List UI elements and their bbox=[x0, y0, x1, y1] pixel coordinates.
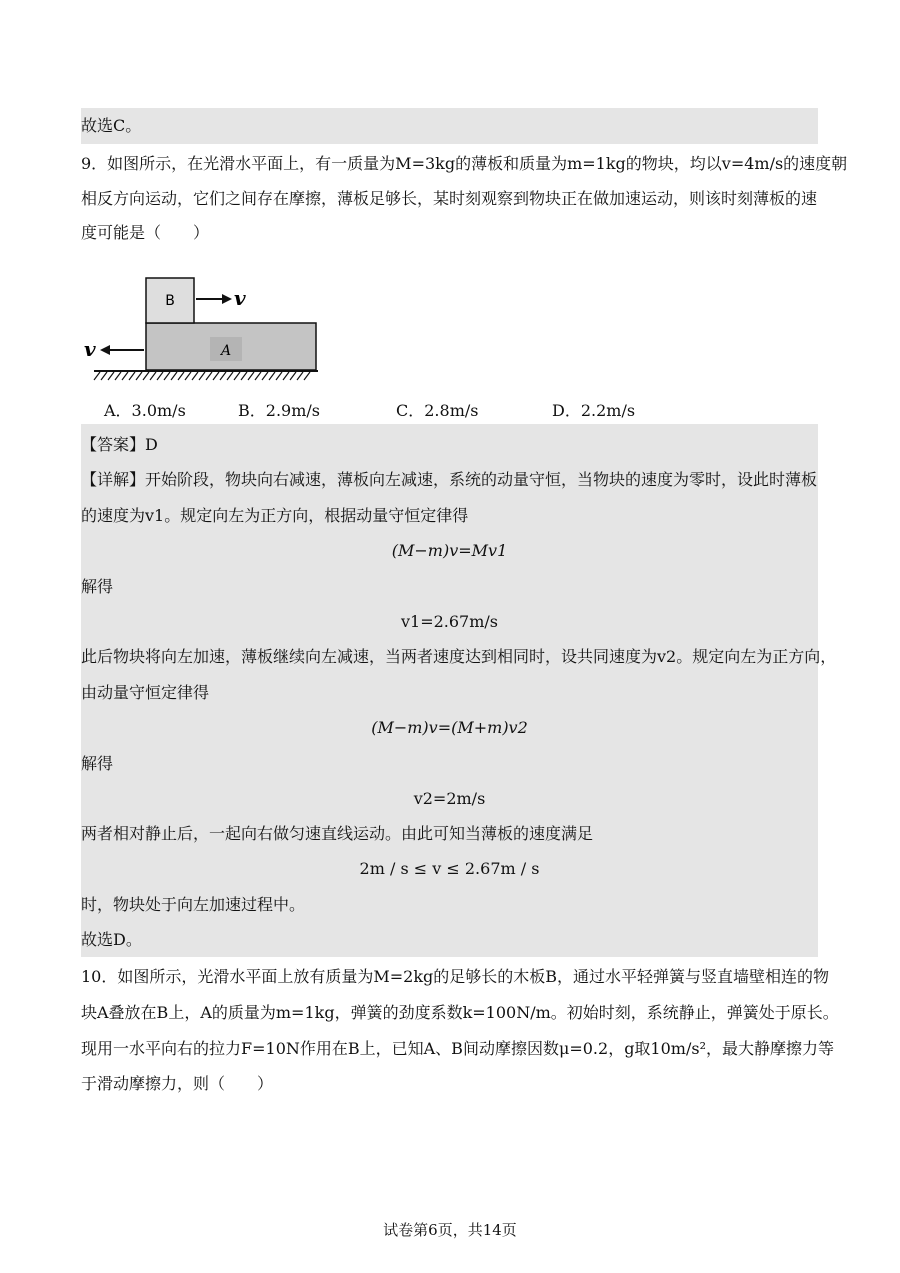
q9-line-1: 9．如图所示，在光滑水平面上，有一质量为M=3kg的薄板和质量为m=1kg的物块，均以v=4m/s的速度朝 bbox=[81, 154, 848, 173]
hatch-mark bbox=[108, 372, 114, 380]
ground-hatch bbox=[94, 372, 310, 380]
conclusion: 故选D。 bbox=[81, 930, 142, 949]
equation-3: (M−m)v=(M+m)v2 bbox=[371, 718, 528, 737]
q9-option-b[interactable]: B．2.9m/s bbox=[238, 401, 320, 420]
detail-line-4: 由动量守恒定律得 bbox=[81, 683, 210, 702]
detail-line-5: 两者相对静止后，一起向右做匀速直线运动。由此可知当薄板的速度满足 bbox=[81, 824, 594, 843]
detail-line-3: 此后物块将向左加速，薄板继续向左减速，当两者速度达到相同时，设共同速度为v2。规定向左为正方向， bbox=[81, 647, 837, 666]
q9-option-c[interactable]: C．2.8m/s bbox=[396, 401, 479, 420]
hatch-mark bbox=[150, 372, 156, 380]
equation-5: 2m / s ≤ v ≤ 2.67m / s bbox=[359, 859, 540, 878]
hatch-mark bbox=[248, 372, 254, 380]
solve-label-1: 解得 bbox=[81, 577, 114, 596]
q10-line-3: 现用一水平向右的拉力F=10N作用在B上，已知A、B间动摩擦因数μ=0.2，g取10m/s²，最大静摩擦力等 bbox=[81, 1039, 834, 1058]
q9-option-d[interactable]: D．2.2m/s bbox=[552, 401, 636, 420]
prev-answer-shade bbox=[81, 108, 818, 144]
hatch-mark bbox=[227, 372, 233, 380]
v-left-label: v bbox=[84, 337, 96, 361]
q9-option-a[interactable]: A．3.0m/s bbox=[104, 401, 186, 420]
hatch-mark bbox=[178, 372, 184, 380]
q10-line-1: 10．如图所示，光滑水平面上放有质量为M=2kg的足够长的木板B，通过水平轻弹簧与竖直墙壁相连的物 bbox=[81, 967, 830, 986]
hatch-mark bbox=[199, 372, 205, 380]
hatch-mark bbox=[297, 372, 303, 380]
hatch-mark bbox=[129, 372, 135, 380]
answer-label: 【答案】D bbox=[81, 435, 158, 454]
q10-line-2: 块A叠放在B上，A的质量为m=1kg，弹簧的劲度系数k=100N/m。初始时刻，系统静止，弹簧处于原长。 bbox=[81, 1003, 839, 1022]
hatch-mark bbox=[171, 372, 177, 380]
hatch-mark bbox=[290, 372, 296, 380]
q10-line-4: 于滑动摩擦力，则（ ） bbox=[81, 1074, 274, 1093]
q9-line-2: 相反方向运动，它们之间存在摩擦，薄板足够长，某时刻观察到物块正在做加速运动，则该时刻薄板的速 bbox=[81, 189, 818, 208]
v-right-label: v bbox=[234, 286, 246, 310]
hatch-mark bbox=[255, 372, 261, 380]
arrow-left-head bbox=[100, 345, 110, 355]
hatch-mark bbox=[304, 372, 310, 380]
hatch-mark bbox=[164, 372, 170, 380]
hatch-mark bbox=[136, 372, 142, 380]
hatch-mark bbox=[213, 372, 219, 380]
detail-line-1: 【详解】开始阶段，物块向右减速，薄板向左减速，系统的动量守恒，当物块的速度为零时，设此时薄板 bbox=[81, 470, 818, 489]
equation-2: v1=2.67m/s bbox=[400, 612, 499, 631]
equation-1: (M−m)v=Mv1 bbox=[391, 541, 508, 560]
q9-line-3: 度可能是（ ） bbox=[81, 223, 210, 242]
q9-figure bbox=[80, 270, 340, 395]
hatch-mark bbox=[206, 372, 212, 380]
hatch-mark bbox=[192, 372, 198, 380]
label-b: B bbox=[165, 293, 175, 309]
hatch-mark bbox=[185, 372, 191, 380]
hatch-mark bbox=[115, 372, 121, 380]
hatch-mark bbox=[220, 372, 226, 380]
hatch-mark bbox=[157, 372, 163, 380]
hatch-mark bbox=[262, 372, 268, 380]
hatch-mark bbox=[143, 372, 149, 380]
prev-answer-conclusion: 故选C。 bbox=[81, 116, 142, 135]
equation-4: v2=2m/s bbox=[413, 789, 486, 808]
hatch-mark bbox=[241, 372, 247, 380]
hatch-mark bbox=[234, 372, 240, 380]
hatch-mark bbox=[269, 372, 275, 380]
hatch-mark bbox=[122, 372, 128, 380]
label-a: A bbox=[220, 343, 232, 359]
detail-line-6: 时，物块处于向左加速过程中。 bbox=[81, 895, 306, 914]
page-footer: 试卷第6页，共14页 bbox=[383, 1221, 517, 1239]
solve-label-2: 解得 bbox=[81, 754, 114, 773]
hatch-mark bbox=[276, 372, 282, 380]
hatch-mark bbox=[101, 372, 107, 380]
arrow-right-head bbox=[222, 294, 232, 304]
hatch-mark bbox=[94, 372, 100, 380]
detail-line-2: 的速度为v1。规定向左为正方向，根据动量守恒定律得 bbox=[81, 506, 469, 525]
hatch-mark bbox=[283, 372, 289, 380]
